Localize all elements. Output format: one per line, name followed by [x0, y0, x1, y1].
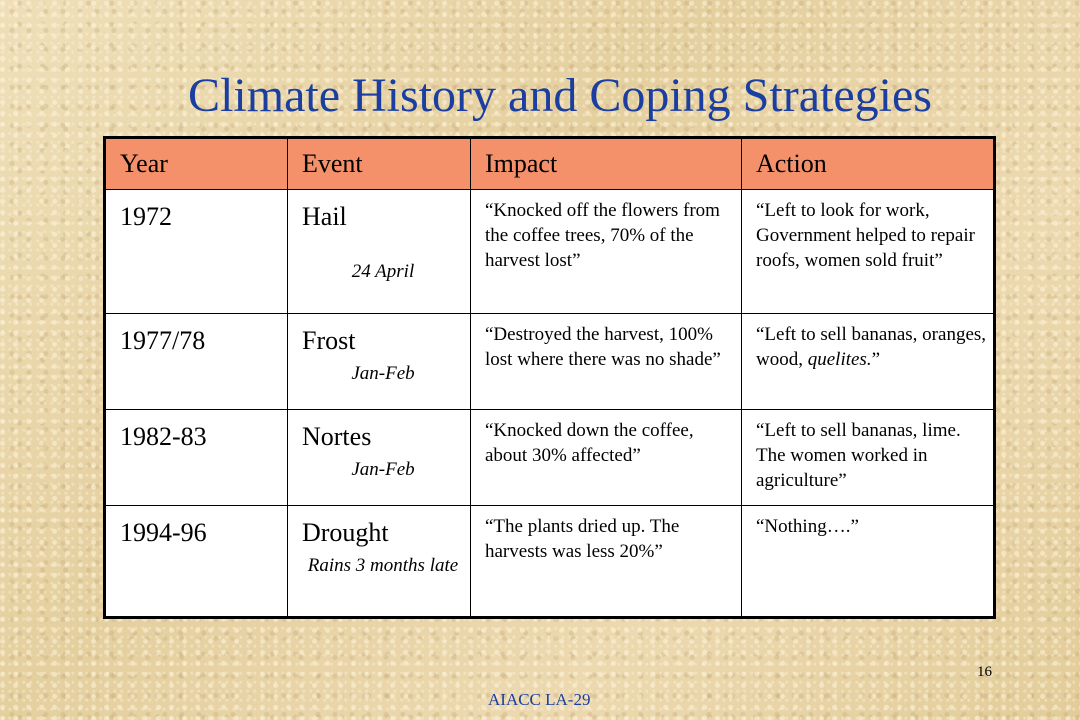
action-cell — [742, 190, 995, 314]
action-text-italic: quelites. — [807, 349, 872, 370]
header-impact: Impact — [471, 138, 742, 190]
event-name: Drought — [302, 518, 389, 547]
action-cell — [742, 410, 995, 506]
impact-cell — [471, 314, 742, 410]
table-row — [105, 506, 995, 618]
event-cell — [288, 410, 471, 506]
impact-cell — [471, 190, 742, 314]
event-date: 24 April — [351, 261, 415, 282]
year-cell — [105, 410, 288, 506]
year-cell — [105, 314, 288, 410]
impact-text: “Destroyed the harvest, 100% lost where there was no shade” — [485, 324, 721, 370]
action-cell — [742, 314, 995, 410]
header-year: Year — [105, 138, 288, 190]
year-value: 1972 — [120, 202, 172, 231]
action-text — [756, 322, 987, 372]
table-row — [105, 190, 995, 314]
year-cell — [105, 506, 288, 618]
action-text-end: ” — [871, 349, 881, 370]
table-row — [105, 314, 995, 410]
action-text: “Left to sell bananas, lime. The women worked in agriculture” — [756, 420, 961, 491]
year-value: 1977/78 — [120, 326, 206, 355]
slide-title: Climate History and Coping Strategies — [188, 69, 932, 122]
year-value: 1994-96 — [120, 518, 207, 547]
impact-text: “Knocked down the coffee, about 30% affected” — [485, 420, 694, 466]
event-date: Jan-Feb — [351, 459, 415, 480]
event-date: Jan-Feb — [351, 363, 415, 384]
event-cell — [288, 506, 471, 618]
impact-cell — [471, 506, 742, 618]
table-header-row — [105, 138, 995, 190]
action-text: “Left to look for work, Government helped to repair roofs, women sold fruit” — [756, 200, 975, 271]
event-date: Rains 3 months late — [307, 555, 459, 576]
year-cell — [105, 190, 288, 314]
climate-history-table — [103, 136, 996, 619]
header-action: Action — [742, 138, 995, 190]
table-row — [105, 410, 995, 506]
action-text-main: “Left to sell bananas, oranges, wood, — [756, 324, 987, 370]
year-value: 1982-83 — [120, 422, 207, 451]
page-number: 16 — [977, 664, 992, 680]
event-cell — [288, 190, 471, 314]
event-name: Hail — [302, 202, 347, 231]
impact-cell — [471, 410, 742, 506]
event-name: Nortes — [302, 422, 372, 451]
footer-label: AIACC LA-29 — [488, 690, 591, 709]
impact-text: “Knocked off the flowers from the coffee trees, 70% of the harvest lost” — [485, 200, 720, 271]
action-text: “Nothing….” — [756, 516, 859, 537]
event-name: Frost — [302, 326, 356, 355]
impact-text: “The plants dried up. The harvests was less 20%” — [485, 516, 680, 562]
event-cell — [288, 314, 471, 410]
action-cell — [742, 506, 995, 618]
header-event: Event — [288, 138, 471, 190]
